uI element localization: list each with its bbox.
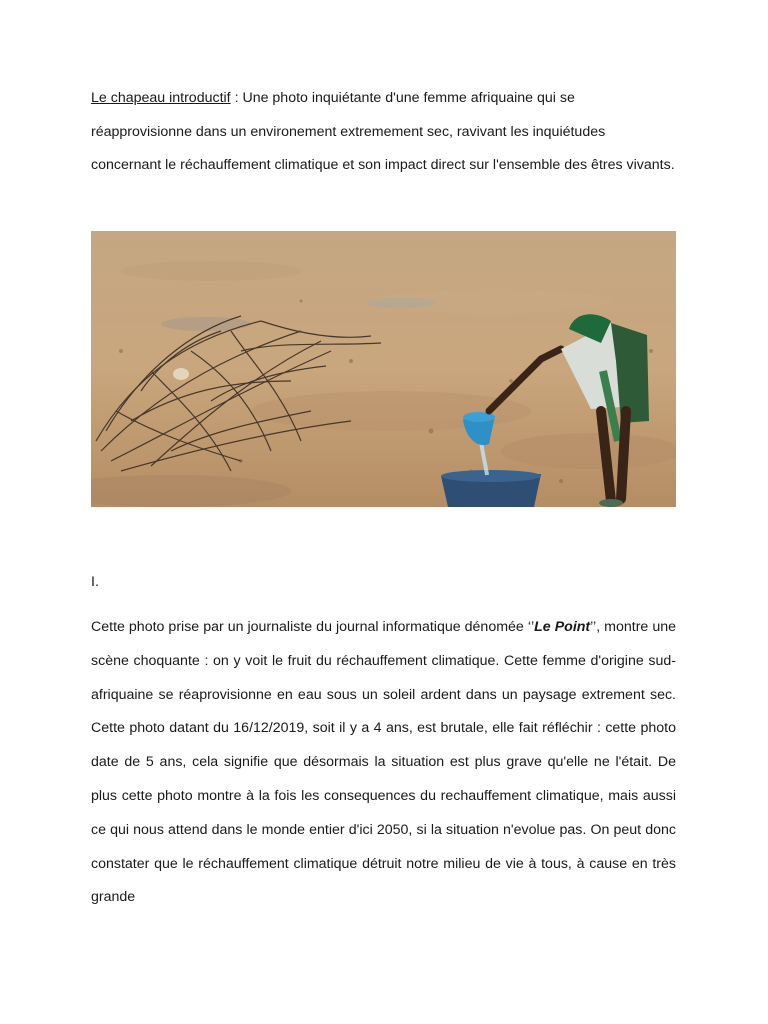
intro-text: : Une photo inquiétante d'une femme afriquaine qui se réapprovisionne dans un environement extremement sec, ravivant les inquiétudes concernant le réchauffement climatique et son impact direct sur l'ensemble des êtres vivants. bbox=[91, 90, 675, 173]
section-number: I. bbox=[91, 574, 99, 590]
paragraph-rest: ’’, montre une scène choquante : on y voit le fruit du réchauffement climatique. Cette femme d'origine sud-afriquaine se réaprovisionne en eau sous un soleil ardent dans un paysage extrement sec. Cette photo datant du 16/12/2019, soit il y a 4 ans, est brutale, elle fait réfléchir : cette photo date de 5 ans, cela signifie que désormais la situation est plus grave qu'elle ne l'était. De plus cette photo montre à la fois les consequences du rechauffement climatique, mais aussi ce qui nous attend dans le monde entier d'ici 2050, si la situation n'evolue pas. On peut donc constater que le réchauffement climatique détruit notre milieu de vie à tous, à cause en très grande bbox=[91, 619, 676, 906]
body-paragraph bbox=[91, 611, 676, 915]
paragraph-start: Cette photo prise par un journaliste du journal informatique dénomée ‘’ bbox=[91, 619, 535, 635]
journal-name: Le Point bbox=[534, 619, 591, 635]
drought-photo bbox=[91, 231, 676, 507]
intro-lead: Le chapeau introductif bbox=[91, 90, 231, 106]
intro-paragraph bbox=[91, 82, 676, 183]
intro-block bbox=[91, 82, 676, 183]
